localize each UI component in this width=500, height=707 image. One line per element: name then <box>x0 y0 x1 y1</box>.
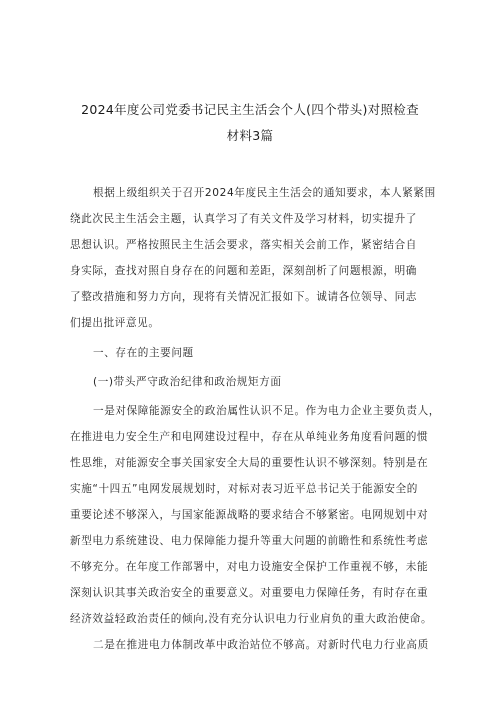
subsection-heading: (一)带头严守政治纪律和政治规矩方面 <box>93 376 282 388</box>
body-text-line: 重要论述不够深入，与国家能源战略的要求结合不够紧密。电网规划中对 <box>70 509 429 521</box>
body-text-line: 身实际，查找对照自身存在的问题和差距，深刻剖析了问题根源，明确 <box>70 265 418 277</box>
body-text-line: 新型电力系统建设、电力保障能力提升等重大问题的前瞻性和系统性考虑 <box>70 535 429 547</box>
body-text-line: 思想认识。严格按照民主生活会要求，落实相关会前工作，紧密结合自 <box>70 239 418 251</box>
body-text-line: 在推进电力安全生产和电网建设过程中，存在从单纯业务角度看问题的惯 <box>70 431 429 443</box>
body-text-line: 一是对保障能源安全的政治属性认识不足。作为电力企业主要负责人， <box>93 405 441 417</box>
body-text-line: 二是在推进电力体制改革中政治站位不够高。对新时代电力行业高质 <box>93 639 429 651</box>
section-heading: 一、存在的主要问题 <box>93 347 194 359</box>
body-text-line: 们提出批评意见。 <box>70 317 160 329</box>
body-text-line: 经济效益轻政治责任的倾向,没有充分认识电力行业肩负的重大政治使命。 <box>70 613 433 625</box>
body-text-line: 不够充分。在年度工作部署中，对电力设施安全保护工作重视不够，未能 <box>70 561 429 573</box>
body-text-line: 了整改措施和努力方向，现将有关情况汇报如下。诚请各位领导、同志 <box>70 291 418 303</box>
document-title-line-1: 2024年度公司党委书记民主生活会个人(四个带头)对照检查 <box>81 102 419 117</box>
document-title-line-2: 材料3篇 <box>226 128 274 143</box>
body-text-line: 深刻认识其事关政治安全的重要意义。对重要电力保障任务，有时存在重 <box>70 587 429 599</box>
body-text-line: 性思维，对能源安全事关国家安全大局的重要性认识不够深刻。特别是在 <box>70 457 429 469</box>
body-text-line: 绕此次民主生活会主题，认真学习了有关文件及学习材料，切实提升了 <box>70 213 418 225</box>
body-text-line: 实施“十四五”电网发展规划时，对标对表习近平总书记关于能源安全的 <box>70 483 418 495</box>
body-text-line: 根据上级组织关于召开2024年度民主生活会的通知要求，本人紧紧围 <box>93 187 436 199</box>
